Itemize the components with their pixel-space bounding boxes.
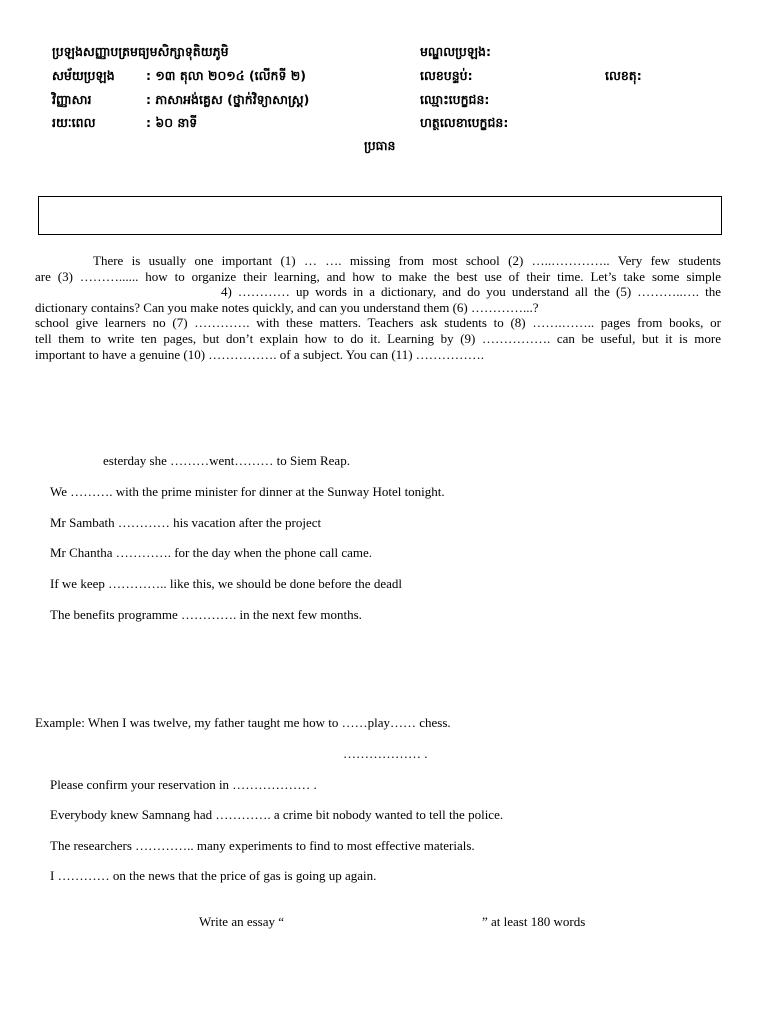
essay-prompt-suffix: ” at least 180 words — [482, 914, 586, 929]
passage-line: are (3) ………...... how to organize their learning, and how to make the best use of their time. Let’s take some simple — [35, 268, 721, 284]
section2-example: esterday she ………went……… to Siem Reap. — [103, 453, 350, 468]
topic-heading: ប្រធាន — [364, 138, 396, 153]
section3-example: Example: When I was twelve, my father taught me how to ……play…… chess. — [35, 715, 451, 730]
essay-prompt-prefix: Write an essay “ — [199, 914, 285, 929]
passage-line: school give learners no (7) …………. with these matters. Teachers ask students to (8) …….…….. pages from books, or — [35, 315, 721, 331]
seat-number-label: លេខតុ: — [605, 68, 642, 83]
exam-center-label: មណ្ឌលប្រឡង: — [420, 44, 491, 59]
section3-question: Everybody knew Samnang had …………. a crime bit nobody wanted to tell the police. — [50, 807, 504, 822]
duration-label: រយៈពេល — [52, 115, 96, 130]
candidate-signature-label: ហត្ថលេខាបេក្ខជន: — [420, 115, 509, 130]
passage-line: 4) ………… up words in a dictionary, and do you understand all the (5) ………..…. the — [221, 284, 721, 300]
passage-line: tell them to write ten pages, but don’t explain how to do it. Learning by (9) ……………. can be useful, but it is more — [35, 330, 721, 346]
section2-question: Mr Chantha …………. for the day when the phone call came. — [50, 545, 373, 560]
section2-question: Mr Sambath ………… his vacation after the project — [50, 515, 322, 530]
section2-question: If we keep ………….. like this, we should be done before the deadl — [50, 576, 402, 591]
section3-question: I ………… on the news that the price of gas is going up again. — [50, 868, 377, 883]
instruction-box — [38, 196, 722, 235]
session-label: សម័យប្រឡង — [52, 68, 115, 83]
reading-passage — [35, 253, 721, 362]
section3-blank-line: ……………… . — [343, 746, 428, 761]
passage-line: important to have a genuine (10) ……………. of a subject. You can (11) ……………. — [35, 346, 485, 362]
candidate-name-label: ឈ្មោះបេក្ខជន: — [420, 92, 490, 107]
section3-question: Please confirm your reservation in ……………… . — [50, 777, 317, 792]
section2-question: We ………. with the prime minister for dinner at the Sunway Hotel tonight. — [50, 484, 445, 499]
section2-question: The benefits programme …………. in the next few months. — [50, 607, 362, 622]
section3-question: The researchers ………….. many experiments to find to most effective materials. — [50, 838, 475, 853]
room-number-label: លេខបន្ទប់: — [420, 68, 473, 83]
passage-line: There is usually one important (1) … …. missing from most school (2) …..………….. Very few students — [93, 253, 721, 268]
subject-value: : ភាសាអង់គ្លេស (ថ្នាក់វិទ្យាសាស្ត្រ) — [146, 92, 310, 107]
passage-line: dictionary contains? Can you make notes quickly, and can you understand them (6) …………...? — [35, 299, 539, 315]
exam-title: ប្រឡងសញ្ញាបត្រមធ្យមសិក្សាទុតិយភូមិ — [52, 44, 229, 59]
duration-value: : ៦០ នាទី — [146, 115, 198, 130]
subject-label: វិញ្ញាសារ — [52, 92, 92, 107]
session-value: : ១៣ តុលា ២០១៤ (លើកទី ២) — [146, 68, 306, 83]
